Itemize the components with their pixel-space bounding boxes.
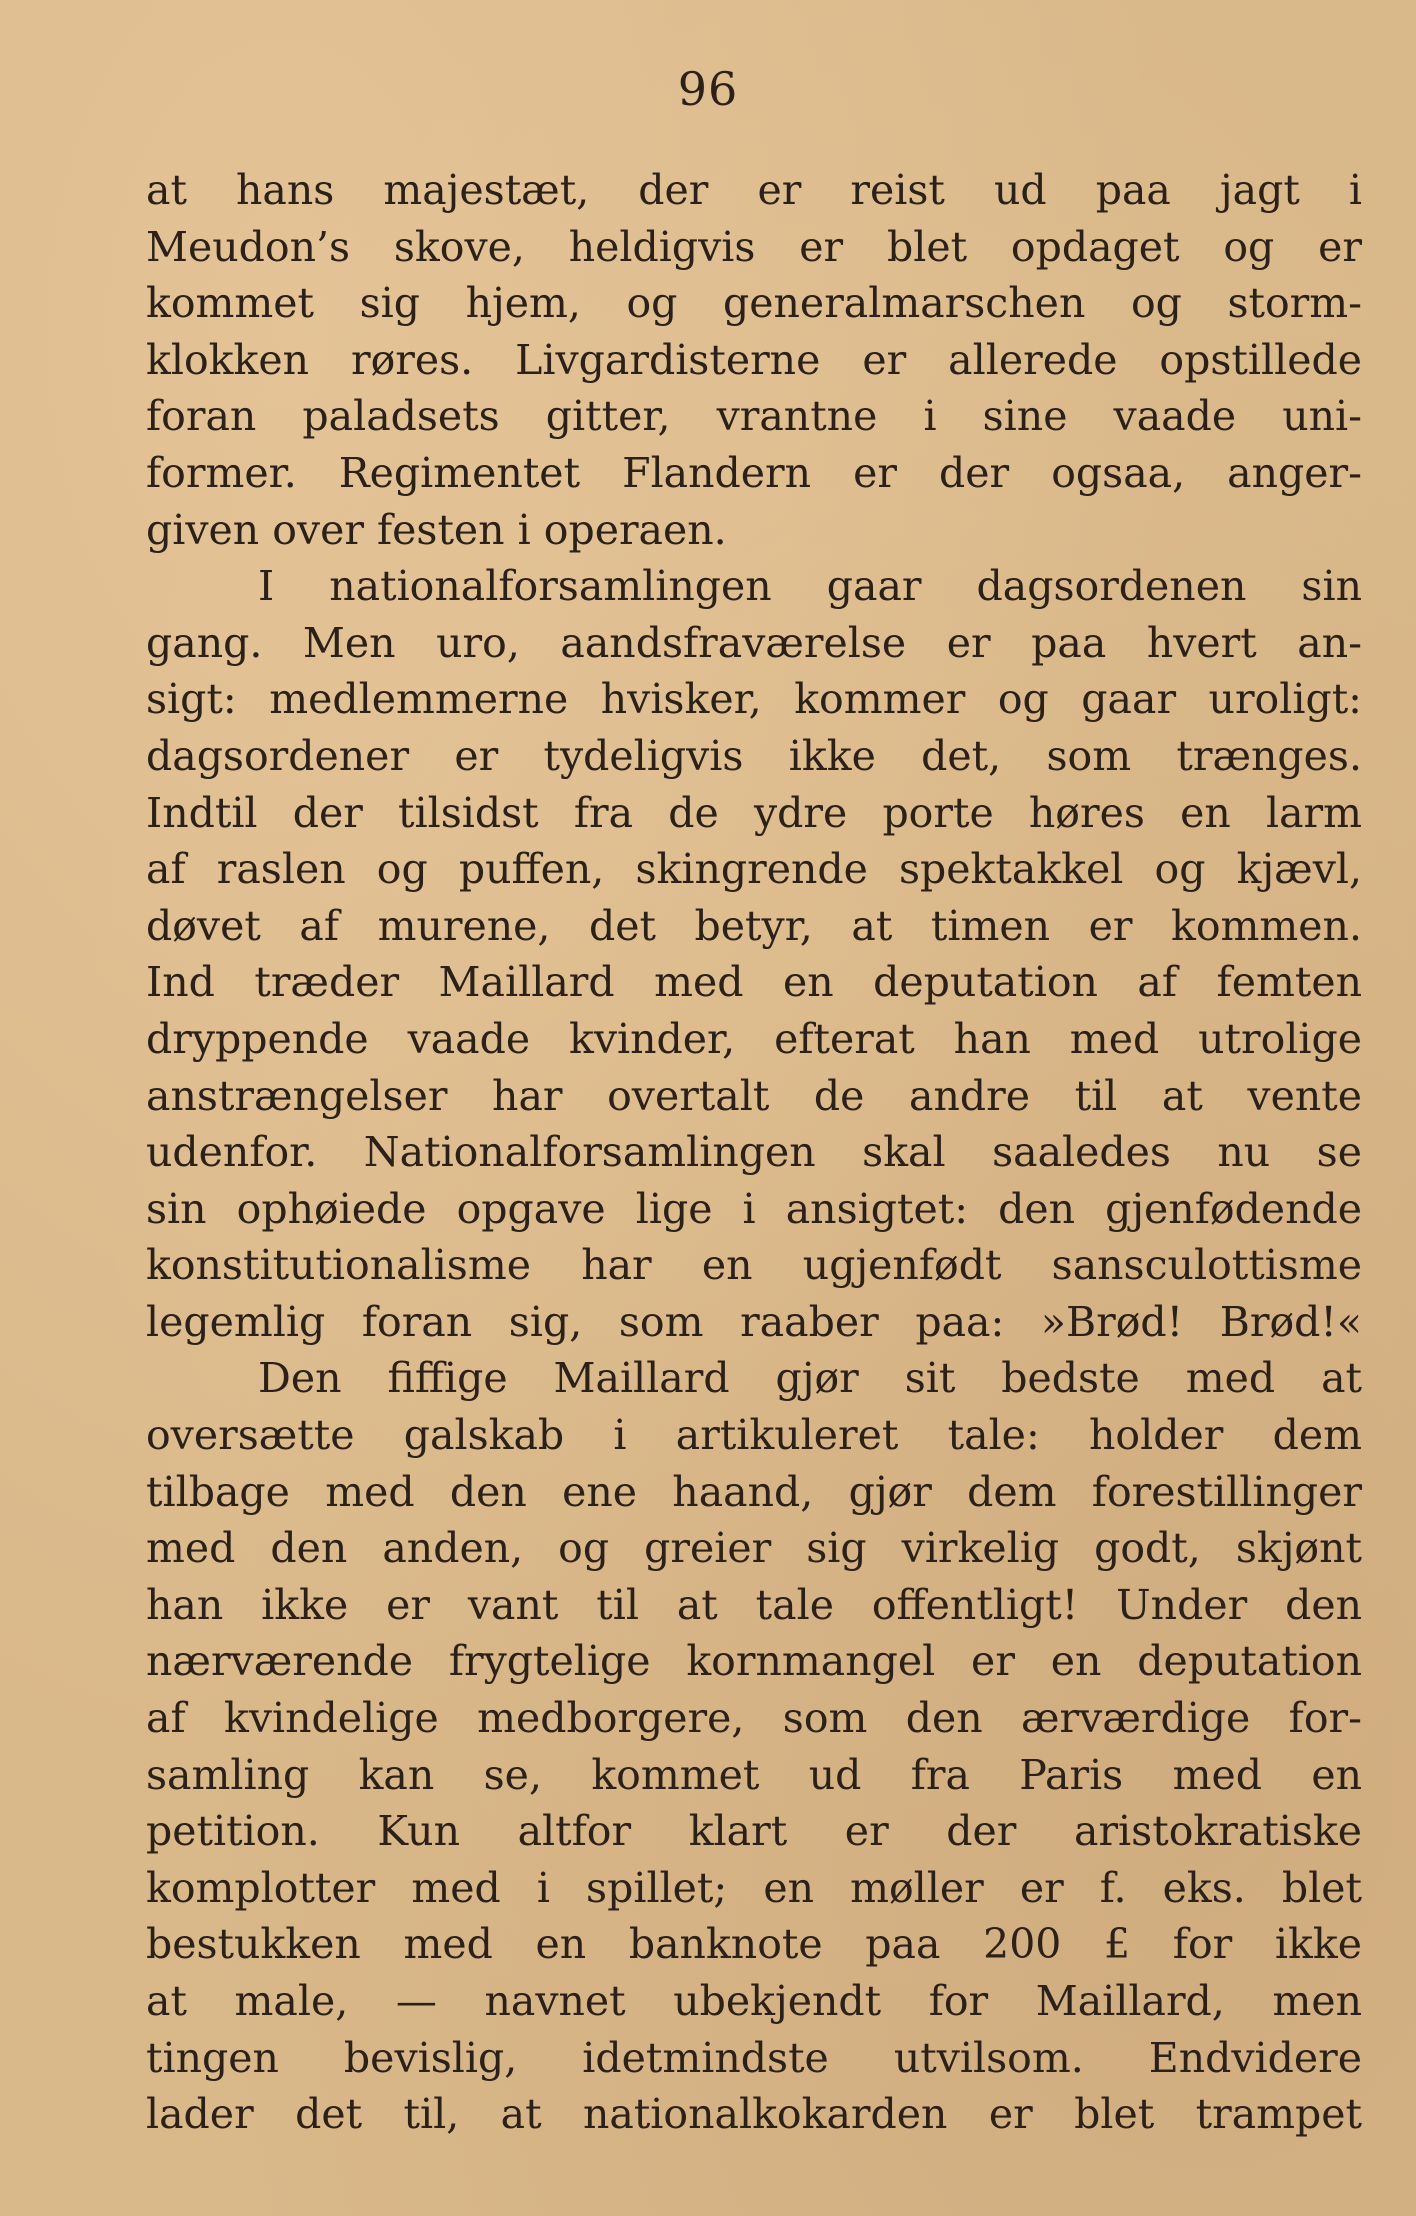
text-line: døvet af murene, det betyr, at timen er kommen. <box>146 901 1362 950</box>
text-line: med den anden, og greier sig virkelig godt, skjønt <box>146 1524 1362 1573</box>
text-line: af raslen og puffen, skingrende spektakkel og kjævl, <box>146 845 1362 894</box>
text-line: petition. Kun altfor klart er der aristokratiske <box>146 1807 1362 1856</box>
text-line: anstrængelser har overtalt de andre til at vente <box>146 1071 1362 1120</box>
text-line: konstitutionalisme har en ugjenfødt sansculottisme <box>146 1241 1362 1290</box>
text-line: komplotter med i spillet; en møller er f. eks. blet <box>146 1863 1362 1912</box>
text-line: han ikke er vant til at tale offentligt! Under den <box>146 1580 1362 1629</box>
paragraph-end-line: given over festen i operaen. <box>146 505 727 554</box>
text-line: Ind træder Maillard med en deputation af femten <box>146 958 1362 1007</box>
text-line: klokken røres. Livgardisterne er allerede opstillede <box>146 335 1362 384</box>
text-line: oversætte galskab i artikuleret tale: holder dem <box>146 1411 1362 1460</box>
text-line: nærværende frygtelige kornmangel er en deputation <box>146 1637 1362 1686</box>
page-number: 96 <box>677 62 739 116</box>
text-line: tingen bevislig, idetmindste utvilsom. Endvidere <box>146 2033 1362 2082</box>
text-line: sigt: medlemmerne hvisker, kommer og gaar uroligt: <box>146 675 1362 724</box>
text-line: kommet sig hjem, og generalmarschen og storm- <box>146 279 1362 328</box>
paragraph-end-line: legemlig foran sig, som raaber paa: »Brød! Brød!« <box>146 1297 1362 1346</box>
text-line: udenfor. Nationalforsamlingen skal saaledes nu se <box>146 1128 1362 1177</box>
text-line: samling kan se, kommet ud fra Paris med en <box>146 1750 1362 1799</box>
text-line: lader det til, at nationalkokarden er blet trampet <box>146 2090 1362 2139</box>
text-line: foran paladsets gitter, vrantne i sine vaade uni- <box>146 392 1362 441</box>
text-line: Meudon’s skove, heldigvis er blet opdaget og er <box>146 222 1362 271</box>
paragraph-start-line: I nationalforsamlingen gaar dagsordenen sin <box>258 562 1362 611</box>
text-line: gang. Men uro, aandsfraværelse er paa hvert an- <box>146 618 1362 667</box>
text-line: former. Regimentet Flandern er der ogsaa, anger- <box>146 448 1362 497</box>
text-line: tilbage med den ene haand, gjør dem forestillinger <box>146 1467 1362 1516</box>
text-line: at hans majestæt, der er reist ud paa jagt i <box>146 166 1362 214</box>
paragraph-start-line: Den fiffige Maillard gjør sit bedste med at <box>258 1354 1362 1403</box>
text-line: Indtil der tilsidst fra de ydre porte høres en larm <box>146 788 1362 837</box>
text-line: dagsordener er tydeligvis ikke det, som trænges. <box>146 731 1362 780</box>
text-line: bestukken med en banknote paa 200 £ for ikke <box>146 1920 1362 1969</box>
text-line: sin ophøiede opgave lige i ansigtet: den gjenfødende <box>146 1184 1362 1233</box>
body-text <box>146 162 1362 2143</box>
text-line: at male, — navnet ubekjendt for Maillard, men <box>146 1977 1362 2025</box>
text-line: dryppende vaade kvinder, efterat han med utrolige <box>146 1014 1362 1063</box>
text-line: af kvindelige medborgere, som den ærværdige for- <box>146 1694 1362 1743</box>
